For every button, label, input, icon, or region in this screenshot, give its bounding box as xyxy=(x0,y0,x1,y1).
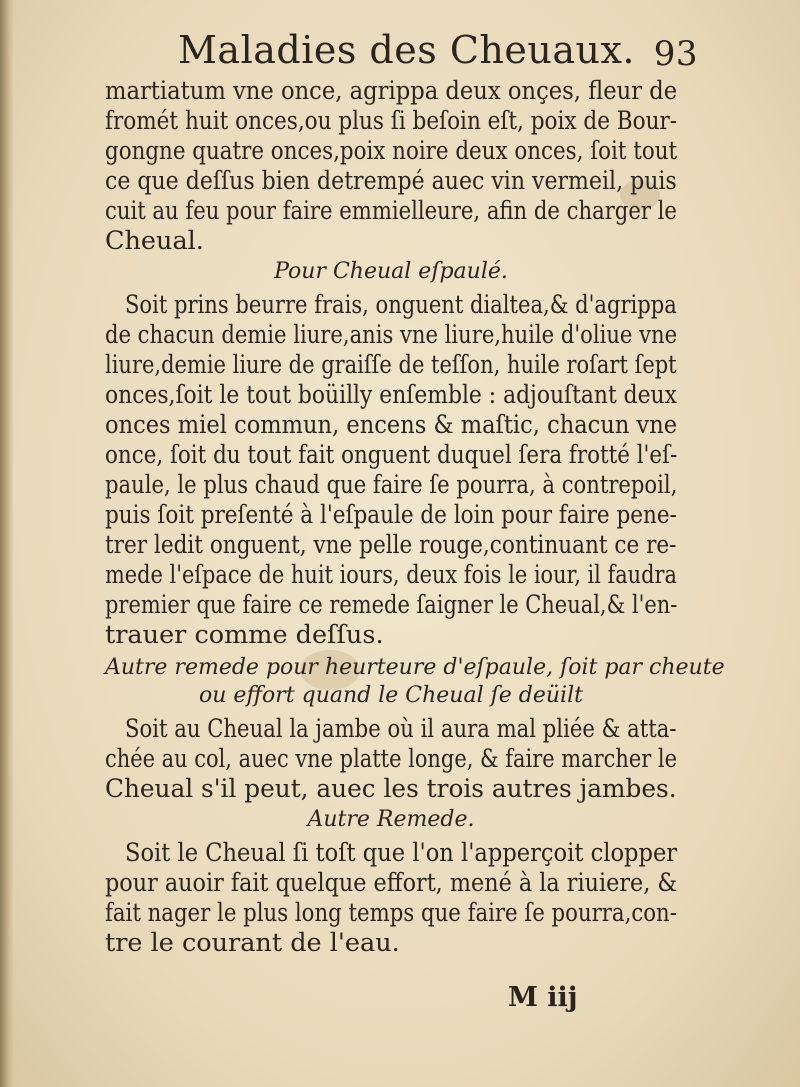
text-line: trauer comme deſſus. xyxy=(105,620,384,650)
text-line: cuit au feu pour faire emmielleure, afin de charger le xyxy=(105,196,677,226)
text-line: Soit au Cheual la jambe où il aura mal pliée & atta- xyxy=(125,714,677,744)
section-heading: Autre Remede. xyxy=(307,807,475,832)
text-line: mede l'eſpace de huit iours, deux fois le iour, il faudra xyxy=(105,560,677,590)
text-line: once, ſoit du tout fait onguent duquel ſera frotté l'eſ- xyxy=(105,440,678,470)
text-line: fromét huit onces,ou plus ſi beſoin eſt, poix de Bour- xyxy=(105,106,678,136)
text-line: trer ledit onguent, vne pelle rouge,continuant ce re- xyxy=(105,530,677,560)
text-line: Cheual. xyxy=(105,226,204,256)
text-line: tre le courant de l'eau. xyxy=(105,928,400,958)
text-line: fait nager le plus long temps que faire ſe pourra,con- xyxy=(105,898,677,928)
text-line: liure,demie liure de graiſſe de teſſon, huile roſart ſept xyxy=(105,350,677,380)
text-line: paule, le plus chaud que faire ſe pourra, à contrepoil, xyxy=(105,470,678,500)
text-line: ce que deſſus bien detrempé auec vin vermeil, puis xyxy=(105,166,677,196)
signature-mark: M iij xyxy=(508,982,578,1013)
section-heading: Pour Cheual eſpaulé. xyxy=(274,259,508,284)
text-line: Cheual s'il peut, auec les trois autres jambes. xyxy=(105,774,677,804)
running-title: Maladies des Cheuaux. xyxy=(178,28,635,72)
running-head xyxy=(178,28,698,78)
text-line: Soit le Cheual ſi toſt que l'on l'apperçoit clopper xyxy=(125,838,678,868)
text-line: gongne quatre onces,poix noire deux onces, ſoit tout xyxy=(105,136,678,166)
text-line: puis ſoit preſenté à l'eſpaule de loin pour faire pene- xyxy=(105,500,677,530)
text-line: onces,ſoit le tout boüilly enſemble : adjouſtant deux xyxy=(105,380,677,410)
section-heading: Autre remede pour heurteure d'eſpaule, ſoit par cheute xyxy=(105,655,725,680)
text-line: premier que faire ce remede ſaigner le Cheual,& l'en- xyxy=(105,590,678,620)
page-number: 93 xyxy=(653,34,698,74)
book-gutter xyxy=(0,0,14,1087)
text-line: chée au col, auec vne platte longe, & faire marcher le xyxy=(105,744,677,774)
text-line: onces miel commun, encens & maſtic, chacun vne xyxy=(105,410,678,440)
text-line: de chacun demie liure,anis vne liure,huile d'oliue vne xyxy=(105,320,678,350)
text-line: Soit prins beurre frais, onguent dialtea,& d'agrippa xyxy=(125,290,677,320)
text-line: pour auoir fait quelque effort, mené à la riuiere, & xyxy=(105,868,678,898)
section-heading-continued: ou effort quand le Cheual ſe deüilt xyxy=(199,683,583,708)
text-line: martiatum vne once, agrippa deux onçes, fleur de xyxy=(105,76,678,106)
